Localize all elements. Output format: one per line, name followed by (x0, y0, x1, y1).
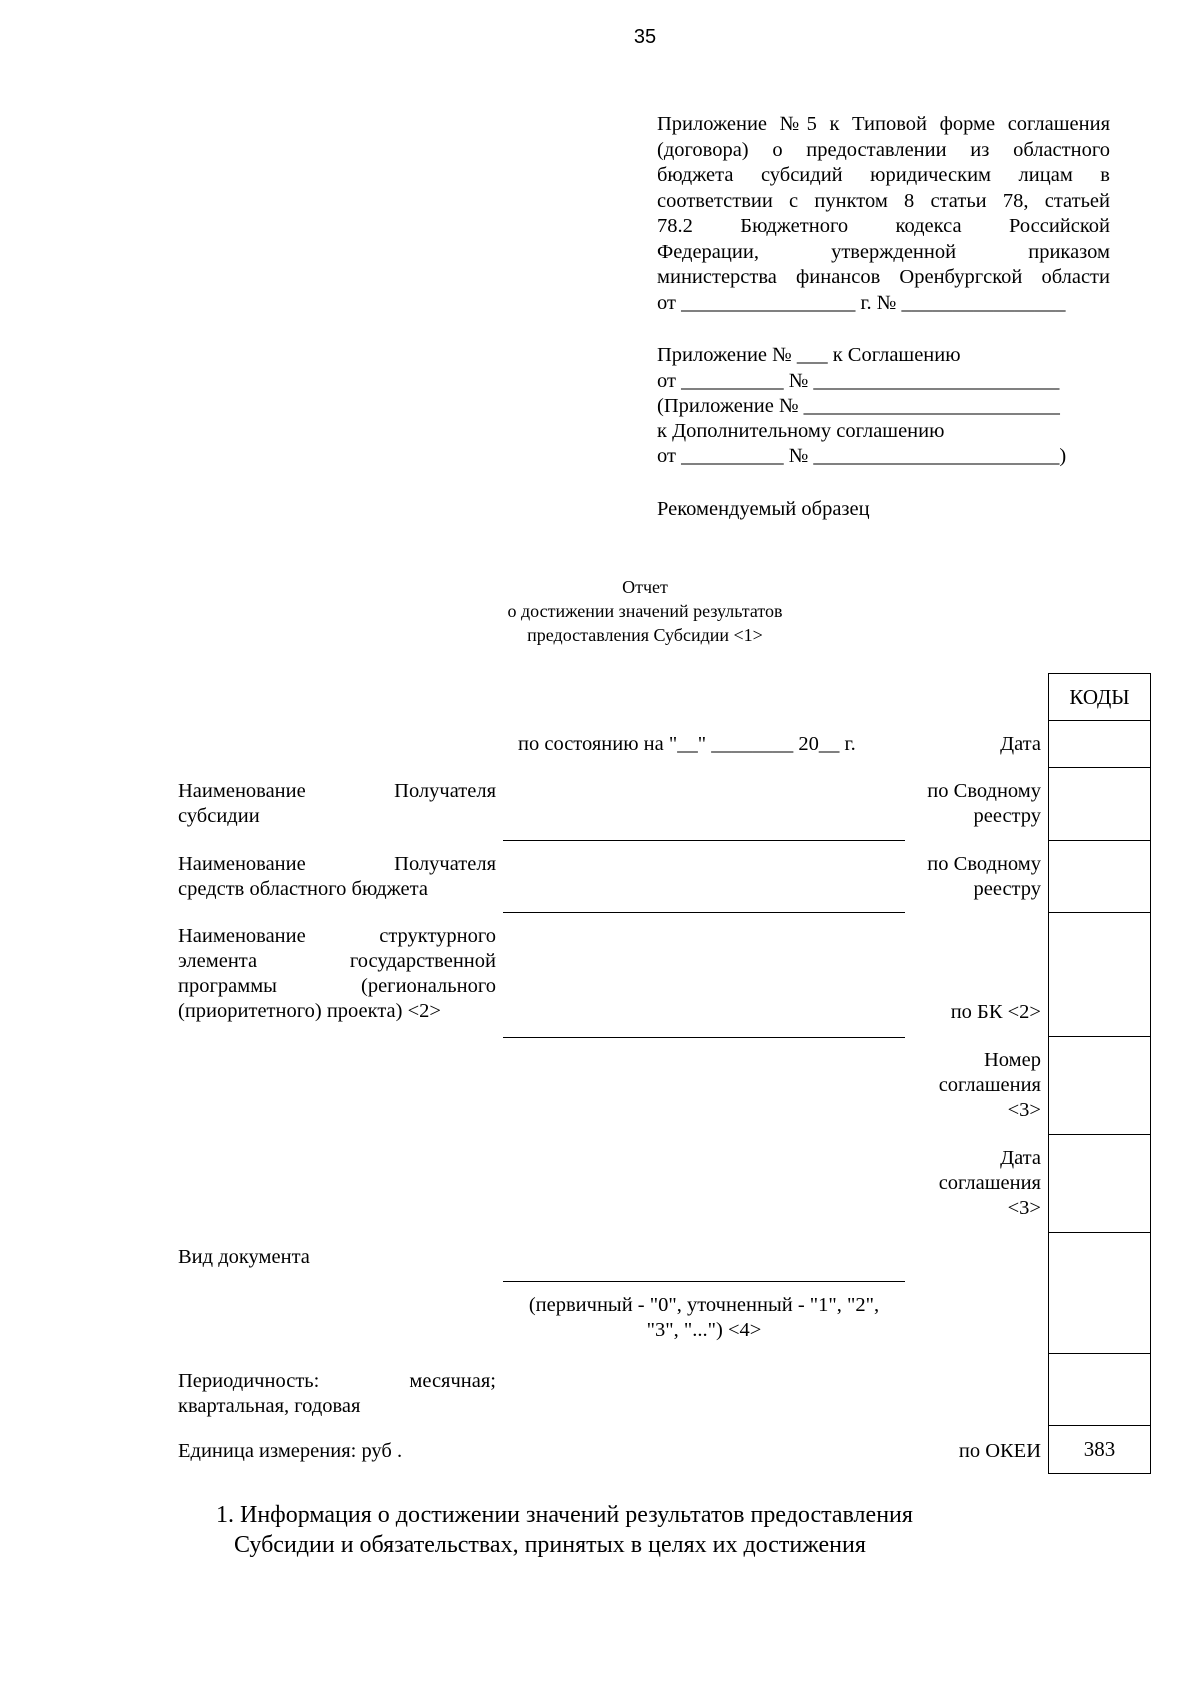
agreement-ref-line: от __________ № ________________________) (657, 445, 1067, 467)
structural-element-label: Наименование структурного элемента государственной программы (регионального (приоритетного) проекта) <2> (178, 925, 496, 1022)
budget-recipient-field-line[interactable] (503, 912, 905, 913)
agreement-ref-line: от __________ № ________________________ (657, 370, 1060, 392)
code-cell-periodicity[interactable] (1049, 1354, 1151, 1426)
periodicity-label: Периодичность: месячная; квартальная, годовая (178, 1370, 496, 1417)
agreement-number-label: Номер соглашения <3> (938, 1049, 1041, 1121)
codes-header: КОДЫ (1049, 674, 1151, 721)
agreement-date-label: Дата соглашения <3> (938, 1147, 1041, 1219)
doc-type-label: Вид документа (178, 1246, 310, 1268)
appendix-line: (договора) о предоставлении из областного (657, 138, 1110, 161)
recipient-label: Наименование Получателя субсидии (178, 780, 496, 827)
appendix-line: бюджета субсидий юридическим лицам в (657, 164, 1110, 186)
budget-recipient-label: Наименование Получателя средств областного бюджета (178, 853, 496, 900)
appendix-line: Приложение №5 к Типовой форме соглашения (657, 113, 1110, 135)
as-of-date: по состоянию на "__" ________ 20__ г. (518, 733, 856, 755)
appendix-header (657, 112, 1110, 316)
code-cell-date[interactable] (1049, 721, 1151, 768)
structural-element-field-line[interactable] (503, 1037, 905, 1038)
appendix-line: соответствии с пунктом 8 статьи 78, статьей (657, 189, 1110, 212)
code-cell-okei[interactable]: 383 (1049, 1426, 1151, 1474)
agreement-ref-line: Приложение № ___ к Соглашению (657, 344, 961, 366)
doc-type-hint: (первичный - "0", уточненный - "1", "2", "3", "...") <4> (528, 1294, 880, 1341)
code-cell-registry2[interactable] (1049, 841, 1151, 913)
okei-label: по ОКЕИ (958, 1440, 1041, 1462)
unit-label: Единица измерения: руб . (178, 1440, 403, 1462)
recommended-sample-label: Рекомендуемый образец (657, 498, 870, 520)
agreement-ref-line: к Дополнительному соглашению (657, 420, 945, 442)
page-number: 35 (633, 26, 657, 48)
report-subtitle: о достижении значений результатов (507, 601, 783, 621)
appendix-line: министерства финансов Оренбургской области (657, 266, 1110, 288)
report-title: Отчет (622, 577, 668, 597)
doc-type-field-line[interactable] (503, 1281, 905, 1282)
registry-label: по Сводному реестру (927, 853, 1041, 900)
code-cell-agreement-number[interactable] (1049, 1037, 1151, 1135)
agreement-ref-line: (Приложение № _________________________ (657, 395, 1060, 417)
report-subtitle: предоставления Субсидии <1> (527, 625, 763, 645)
code-cell-registry1[interactable] (1049, 768, 1151, 841)
code-cell-agreement-date[interactable] (1049, 1135, 1151, 1233)
appendix-line: Федерации, утвержденной приказом (657, 240, 1110, 263)
code-cell-bk[interactable] (1049, 913, 1151, 1037)
bk-label: по БК <2> (950, 1001, 1041, 1023)
code-cell-doc-type[interactable] (1049, 1233, 1151, 1354)
registry-label: по Сводному реестру (927, 780, 1041, 827)
codes-table (1048, 673, 1151, 1474)
date-label: Дата (1000, 733, 1041, 755)
section-heading: 1. Информация о достижении значений результатов предоставления Субсидии и обязательствах, принятых в целях их достижения (216, 1502, 913, 1558)
appendix-line: 78.2 Бюджетного кодекса Российской (657, 215, 1110, 237)
appendix-date-line: от _________________ г. № ________________ (657, 291, 1066, 314)
recipient-field-line[interactable] (503, 840, 905, 841)
